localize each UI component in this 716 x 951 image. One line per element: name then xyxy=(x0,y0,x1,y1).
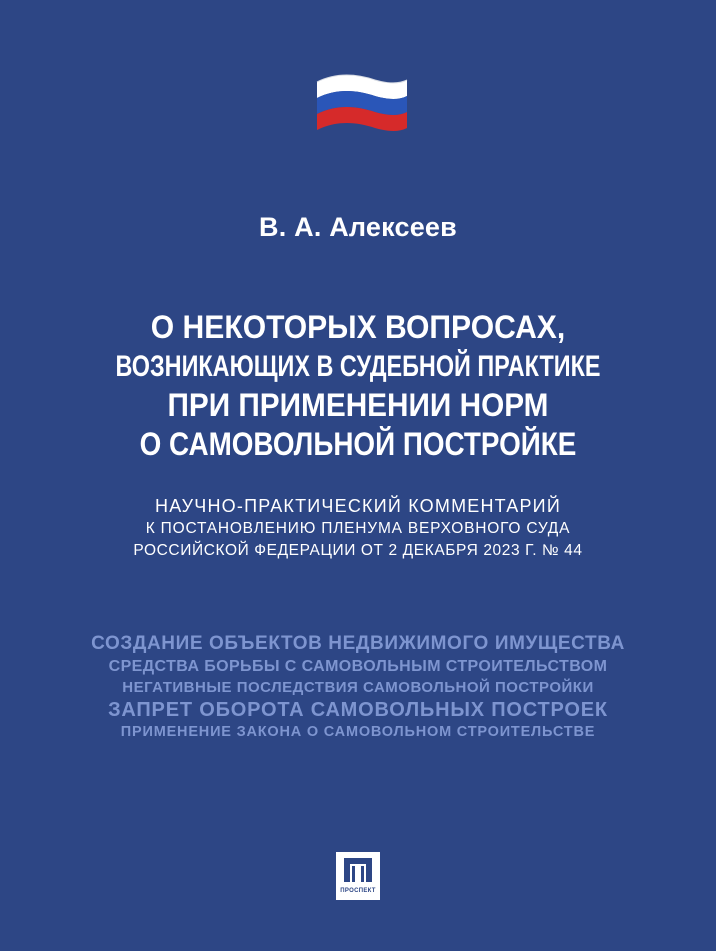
title-line: О САМОВОЛЬНОЙ ПОСТРОЙКЕ xyxy=(139,426,577,462)
topic-item: ЗАПРЕТ ОБОРОТА САМОВОЛЬНЫХ ПОСТРОЕК xyxy=(108,699,608,721)
topic-item: СРЕДСТВА БОРЬБЫ С САМОВОЛЬНЫМ СТРОИТЕЛЬСТВОМ xyxy=(108,658,608,675)
subtitle-line: К ПОСТАНОВЛЕНИЮ ПЛЕНУМА ВЕРХОВНОГО СУДА xyxy=(145,520,571,537)
title-line: О НЕКОТОРЫХ ВОПРОСАХ, xyxy=(150,309,566,345)
title-line: ПРИ ПРИМЕНЕНИИ НОРМ xyxy=(167,387,549,423)
subtitle-line: НАУЧНО-ПРАКТИЧЕСКИЙ КОММЕНТАРИЙ xyxy=(155,496,561,516)
topic-item: ПРИМЕНЕНИЕ ЗАКОНА О САМОВОЛЬНОМ СТРОИТЕЛЬСТВЕ xyxy=(120,724,596,740)
publisher-name: ПРОСПЕКТ xyxy=(340,888,376,894)
author-name: В. А. Алексеев xyxy=(259,212,457,242)
topic-item: СОЗДАНИЕ ОБЪЕКТОВ НЕДВИЖИМОГО ИМУЩЕСТВА xyxy=(91,633,625,654)
topic-item: НЕГАТИВНЫЕ ПОСЛЕДСТВИЯ САМОВОЛЬНОЙ ПОСТРОЙКИ xyxy=(122,679,594,696)
title-line: ВОЗНИКАЮЩИХ В СУДЕБНОЙ ПРАКТИКЕ xyxy=(115,350,601,383)
subtitle-line: РОССИЙСКОЙ ФЕДЕРАЦИИ ОТ 2 ДЕКАБРЯ 2023 Г. № 44 xyxy=(133,542,583,559)
book-title xyxy=(0,308,716,464)
russian-flag-icon xyxy=(313,72,409,134)
book-subtitle xyxy=(0,494,716,562)
topic-list xyxy=(0,632,716,742)
